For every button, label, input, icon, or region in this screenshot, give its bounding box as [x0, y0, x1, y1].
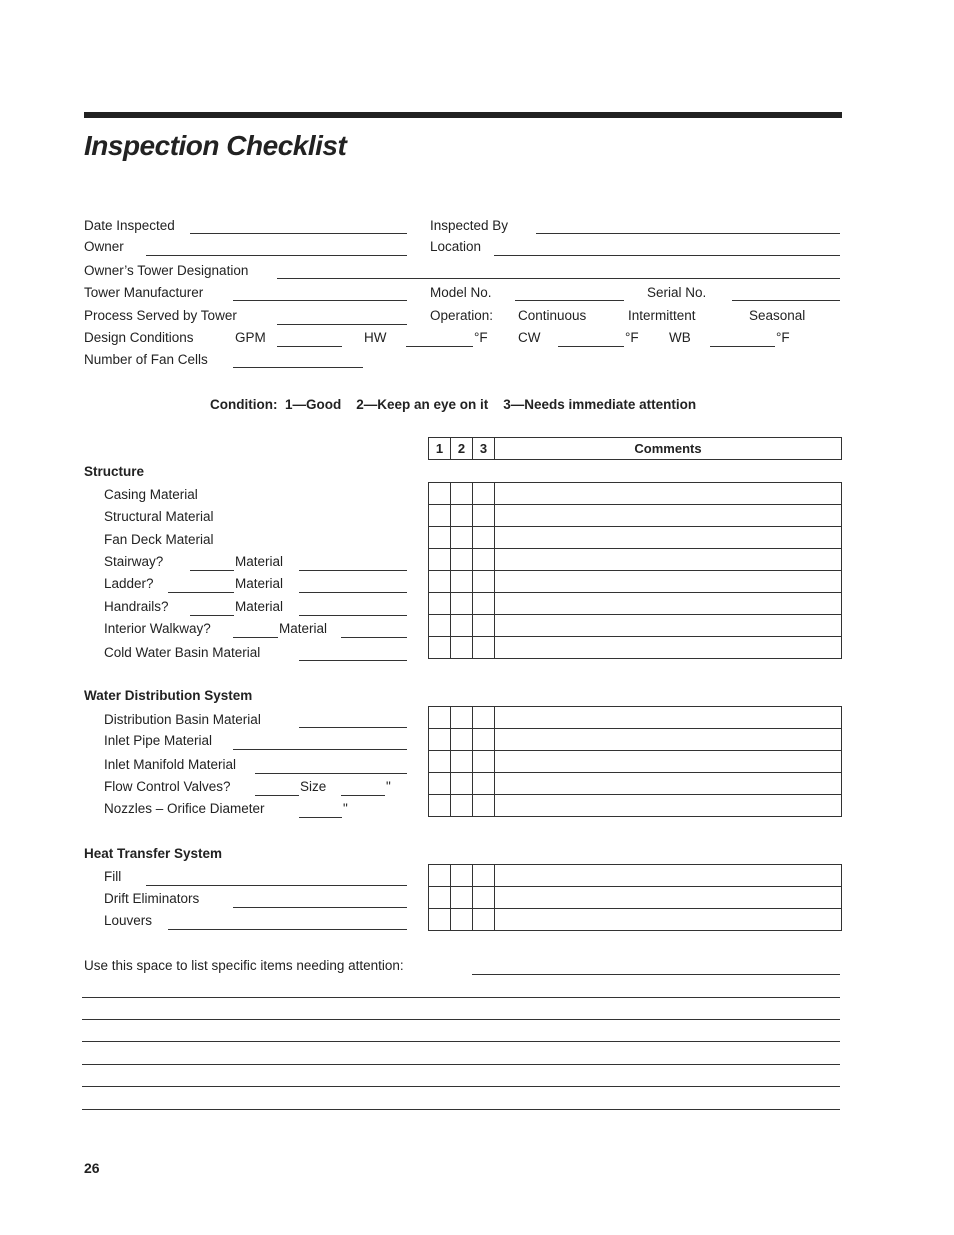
- rating-2-cell[interactable]: [451, 527, 473, 548]
- rating-1-cell[interactable]: [429, 615, 451, 636]
- design-conditions-label: Design Conditions: [84, 330, 194, 345]
- inlet-pipe-field[interactable]: [233, 749, 407, 750]
- process-served-field[interactable]: [277, 324, 407, 325]
- fill-label: Fill: [104, 869, 122, 884]
- rating-3-cell[interactable]: [473, 773, 495, 794]
- inspected-by-label: Inspected By: [430, 218, 509, 233]
- comments-cell[interactable]: [495, 571, 841, 592]
- attention-line[interactable]: [82, 1086, 840, 1087]
- rating-1-cell[interactable]: [429, 483, 451, 504]
- attention-line[interactable]: [82, 1041, 840, 1042]
- inspected-by-field[interactable]: [536, 233, 840, 234]
- louvers-label: Louvers: [104, 913, 153, 928]
- rating-3-cell[interactable]: [473, 527, 495, 548]
- rating-1-cell[interactable]: [429, 505, 451, 526]
- drift-eliminators-label: Drift Eliminators: [104, 891, 200, 906]
- rating-1-cell[interactable]: [429, 751, 451, 772]
- rating-3-cell[interactable]: [473, 751, 495, 772]
- owners-tower-designation-label: Owner’s Tower Designation: [84, 263, 249, 278]
- rating-2-cell[interactable]: [451, 773, 473, 794]
- comments-cell[interactable]: [495, 751, 841, 772]
- table-row: [429, 505, 841, 527]
- interior-walkway-label: Interior Walkway?: [104, 621, 211, 636]
- table-row: [429, 593, 841, 615]
- fan-deck-material-label: Fan Deck Material: [104, 532, 214, 547]
- table-row: [429, 909, 841, 931]
- inlet-manifold-label: Inlet Manifold Material: [104, 757, 237, 772]
- operation-intermittent[interactable]: Intermittent: [628, 308, 696, 323]
- process-served-label: Process Served by Tower: [84, 308, 237, 323]
- rating-2-cell[interactable]: [451, 729, 473, 750]
- rating-3-cell[interactable]: [473, 549, 495, 570]
- rating-3-cell[interactable]: [473, 483, 495, 504]
- inlet-pipe-label: Inlet Pipe Material: [104, 733, 213, 748]
- ladder-field[interactable]: [168, 592, 234, 593]
- grid-header-3: 3: [473, 438, 495, 459]
- owner-label: Owner: [84, 239, 124, 254]
- handrails-field[interactable]: [190, 615, 234, 616]
- page-title: Inspection Checklist: [84, 130, 347, 161]
- operation-continuous[interactable]: Continuous: [518, 308, 587, 323]
- flow-control-valves-field[interactable]: [255, 795, 299, 796]
- grid-header-2: 2: [451, 438, 473, 459]
- interior-walkway-material-field[interactable]: [341, 637, 407, 638]
- location-field[interactable]: [494, 255, 840, 256]
- rating-3-cell[interactable]: [473, 909, 495, 930]
- wb-deg-f: °F: [776, 330, 790, 345]
- drift-eliminators-field[interactable]: [233, 907, 407, 908]
- structure-heading: Structure: [84, 464, 145, 479]
- gpm-field[interactable]: [277, 346, 342, 347]
- rating-3-cell[interactable]: [473, 795, 495, 816]
- comments-cell[interactable]: [495, 637, 841, 658]
- rating-1-cell[interactable]: [429, 865, 451, 886]
- rating-3-cell[interactable]: [473, 571, 495, 592]
- ladder-label: Ladder?: [104, 576, 154, 591]
- comments-cell[interactable]: [495, 887, 841, 908]
- louvers-field[interactable]: [168, 929, 407, 930]
- heat-transfer-heading: Heat Transfer System: [84, 846, 223, 861]
- page-number: 26: [84, 1160, 100, 1176]
- comments-cell[interactable]: [495, 865, 841, 886]
- rating-3-cell[interactable]: [473, 593, 495, 614]
- rating-2-cell[interactable]: [451, 593, 473, 614]
- attention-line[interactable]: [472, 974, 840, 975]
- attention-line[interactable]: [82, 997, 840, 998]
- location-label: Location: [430, 239, 482, 254]
- table-row: [429, 729, 841, 751]
- size-label: Size: [300, 779, 327, 794]
- rating-1-cell[interactable]: [429, 593, 451, 614]
- cw-field[interactable]: [558, 346, 624, 347]
- inlet-manifold-field[interactable]: [255, 773, 407, 774]
- distribution-basin-field[interactable]: [299, 727, 407, 728]
- rating-3-cell[interactable]: [473, 615, 495, 636]
- table-row: [429, 751, 841, 773]
- size-inch-mark: ": [386, 779, 391, 794]
- date-inspected-label: Date Inspected: [84, 218, 175, 233]
- rating-3-cell[interactable]: [473, 505, 495, 526]
- handrails-material-label: Material: [235, 599, 284, 614]
- table-row: [429, 549, 841, 571]
- grid-header-1: 1: [429, 438, 451, 459]
- nozzles-field[interactable]: [299, 817, 342, 818]
- structural-material-label: Structural Material: [104, 509, 214, 524]
- model-no-label: Model No.: [430, 285, 492, 300]
- stairway-field[interactable]: [190, 570, 234, 571]
- tower-manufacturer-field[interactable]: [233, 300, 407, 301]
- owner-field[interactable]: [146, 255, 407, 256]
- rating-3-cell[interactable]: [473, 637, 495, 658]
- grid-header: [428, 437, 842, 460]
- cw-label: CW: [518, 330, 541, 345]
- rating-3-cell[interactable]: [473, 887, 495, 908]
- table-row: [429, 571, 841, 593]
- rating-2-cell[interactable]: [451, 615, 473, 636]
- comments-cell[interactable]: [495, 549, 841, 570]
- table-row: [429, 483, 841, 505]
- comments-cell[interactable]: [495, 729, 841, 750]
- table-row: [429, 887, 841, 909]
- title-rule: [84, 112, 842, 118]
- operation-seasonal[interactable]: Seasonal: [749, 308, 806, 323]
- operation-label: Operation:: [430, 308, 494, 323]
- comments-cell[interactable]: [495, 707, 841, 728]
- stairway-material-field[interactable]: [299, 570, 407, 571]
- rating-2-cell[interactable]: [451, 637, 473, 658]
- fan-cells-field[interactable]: [233, 367, 363, 368]
- rating-1-cell[interactable]: [429, 729, 451, 750]
- comments-cell[interactable]: [495, 773, 841, 794]
- tower-manufacturer-label: Tower Manufacturer: [84, 285, 204, 300]
- hw-label: HW: [364, 330, 387, 345]
- nozzles-label: Nozzles – Orifice Diameter: [104, 801, 265, 816]
- water-distribution-grid: [428, 706, 842, 817]
- interior-walkway-field[interactable]: [233, 637, 278, 638]
- cold-water-basin-field[interactable]: [299, 660, 407, 661]
- wb-label: WB: [669, 330, 691, 345]
- rating-1-cell[interactable]: [429, 909, 451, 930]
- nozzles-inch-mark: ": [343, 801, 348, 816]
- rating-2-cell[interactable]: [451, 887, 473, 908]
- ladder-material-field[interactable]: [299, 592, 407, 593]
- table-row: [429, 773, 841, 795]
- heat-transfer-grid: [428, 864, 842, 931]
- rating-1-cell[interactable]: [429, 571, 451, 592]
- water-distribution-heading: Water Distribution System: [84, 688, 253, 703]
- attention-line[interactable]: [82, 1019, 840, 1020]
- rating-1-cell[interactable]: [429, 773, 451, 794]
- condition-legend: Condition: 1—Good 2—Keep an eye on it 3—Needs immediate attention: [210, 397, 697, 412]
- ladder-material-label: Material: [235, 576, 284, 591]
- rating-2-cell[interactable]: [451, 483, 473, 504]
- serial-no-label: Serial No.: [647, 285, 707, 300]
- casing-material-label: Casing Material: [104, 487, 198, 502]
- table-row: [429, 707, 841, 729]
- cw-deg-f: °F: [625, 330, 639, 345]
- rating-3-cell[interactable]: [473, 707, 495, 728]
- table-row: [429, 615, 841, 637]
- table-row: [429, 865, 841, 887]
- handrails-label: Handrails?: [104, 599, 169, 614]
- fan-cells-label: Number of Fan Cells: [84, 352, 208, 367]
- cold-water-basin-label: Cold Water Basin Material: [104, 645, 261, 660]
- table-row: [429, 795, 841, 817]
- rating-2-cell[interactable]: [451, 795, 473, 816]
- wb-field[interactable]: [710, 346, 775, 347]
- size-field[interactable]: [341, 795, 385, 796]
- rating-3-cell[interactable]: [473, 865, 495, 886]
- fill-field[interactable]: [146, 885, 407, 886]
- rating-1-cell[interactable]: [429, 527, 451, 548]
- serial-no-field[interactable]: [732, 300, 840, 301]
- stairway-label: Stairway?: [104, 554, 164, 569]
- rating-1-cell[interactable]: [429, 637, 451, 658]
- rating-3-cell[interactable]: [473, 729, 495, 750]
- hw-field[interactable]: [406, 346, 473, 347]
- attention-line[interactable]: [82, 1109, 840, 1110]
- comments-cell[interactable]: [495, 483, 841, 504]
- comments-cell[interactable]: [495, 527, 841, 548]
- structure-grid: [428, 482, 842, 659]
- table-row: [429, 637, 841, 659]
- date-inspected-field[interactable]: [190, 233, 407, 234]
- rating-2-cell[interactable]: [451, 909, 473, 930]
- rating-2-cell[interactable]: [451, 549, 473, 570]
- hw-deg-f: °F: [474, 330, 488, 345]
- comments-cell[interactable]: [495, 795, 841, 816]
- rating-2-cell[interactable]: [451, 865, 473, 886]
- rating-1-cell[interactable]: [429, 795, 451, 816]
- comments-cell[interactable]: [495, 909, 841, 930]
- table-row: [429, 527, 841, 549]
- rating-1-cell[interactable]: [429, 549, 451, 570]
- handrails-material-field[interactable]: [299, 615, 407, 616]
- rating-2-cell[interactable]: [451, 707, 473, 728]
- grid-header-comments: Comments: [634, 441, 702, 456]
- comments-cell[interactable]: [495, 615, 841, 636]
- rating-1-cell[interactable]: [429, 887, 451, 908]
- rating-1-cell[interactable]: [429, 707, 451, 728]
- interior-walkway-material-label: Material: [279, 621, 328, 636]
- attention-line[interactable]: [82, 1064, 840, 1065]
- attention-prompt: Use this space to list specific items needing attention:: [84, 958, 404, 973]
- model-no-field[interactable]: [515, 300, 624, 301]
- stairway-material-label: Material: [235, 554, 284, 569]
- owners-tower-designation-field[interactable]: [277, 278, 840, 279]
- flow-control-valves-label: Flow Control Valves?: [104, 779, 231, 794]
- comments-cell[interactable]: [495, 505, 841, 526]
- rating-2-cell[interactable]: [451, 505, 473, 526]
- gpm-label: GPM: [235, 330, 266, 345]
- comments-cell[interactable]: [495, 593, 841, 614]
- rating-2-cell[interactable]: [451, 751, 473, 772]
- rating-2-cell[interactable]: [451, 571, 473, 592]
- distribution-basin-label: Distribution Basin Material: [104, 712, 261, 727]
